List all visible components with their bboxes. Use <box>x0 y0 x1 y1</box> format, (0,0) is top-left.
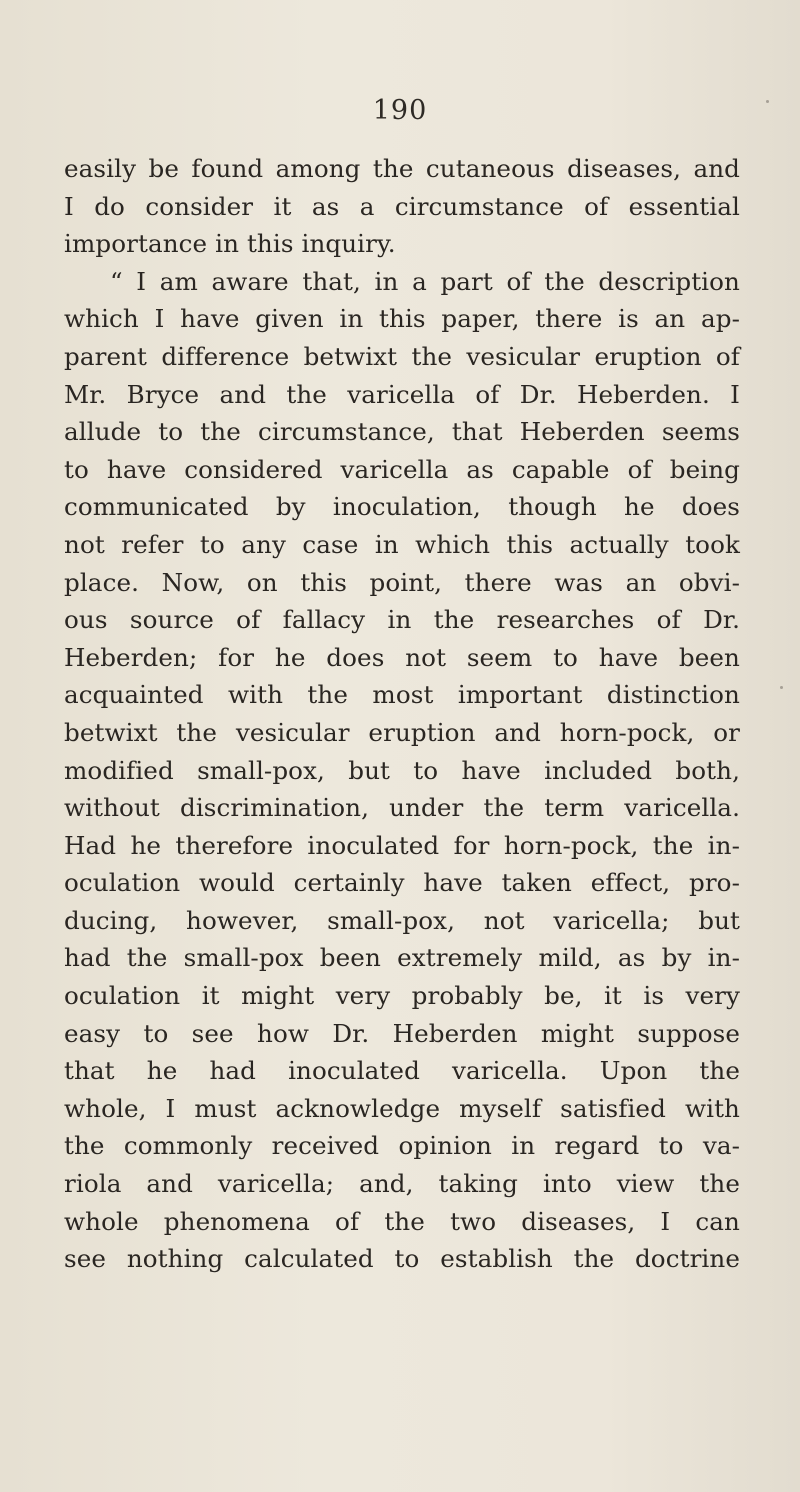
text-line: oculation it might very probably be, it is very <box>64 981 740 1011</box>
text-line: riola and varicella; and, taking into view the <box>64 1169 740 1199</box>
text-line: modified small-pox, but to have included both, <box>64 755 740 785</box>
paper-speck <box>766 100 769 103</box>
text-line: not refer to any case in which this actually took <box>64 529 740 559</box>
text-line: importance in this inquiry. <box>64 229 396 259</box>
text-line: oculation would certainly have taken effect, pro- <box>64 868 740 898</box>
text-line: acquainted with the most important distinction <box>64 680 740 710</box>
text-line: Heberden; for he does not seem to have been <box>64 642 740 672</box>
text-line: to have considered varicella as capable of being <box>64 454 740 484</box>
text-line: without discrimination, under the term varicella. <box>64 793 740 823</box>
text-line: see nothing calculated to establish the doctrine <box>64 1244 740 1274</box>
text-line: whole phenomena of the two diseases, I can <box>64 1206 740 1236</box>
text-line: the commonly received opinion in regard to va- <box>64 1131 740 1161</box>
text-line: place. Now, on this point, there was an obvi- <box>64 567 740 597</box>
text-line: I do consider it as a circumstance of essential <box>64 191 740 221</box>
body-text <box>64 150 740 1278</box>
text-line: parent difference betwixt the vesicular eruption of <box>64 341 740 371</box>
text-line: had the small-pox been extremely mild, as by in- <box>64 943 740 973</box>
text-line: which I have given in this paper, there is an ap- <box>64 304 740 334</box>
text-line: communicated by inoculation, though he does <box>64 492 740 522</box>
text-line: ous source of fallacy in the researches of Dr. <box>64 605 740 635</box>
text-line: easily be found among the cutaneous diseases, and <box>64 154 740 183</box>
text-line: ducing, however, small-pox, not varicella; but <box>64 905 740 935</box>
text-line: easy to see how Dr. Heberden might suppose <box>64 1018 740 1048</box>
text-line: allude to the circumstance, that Heberden seems <box>64 417 740 447</box>
page-number: 190 <box>372 95 428 126</box>
text-line: “ I am aware that, in a part of the description <box>110 266 740 296</box>
text-line: betwixt the vesicular eruption and horn-pock, or <box>64 717 740 747</box>
text-line: Mr. Bryce and the varicella of Dr. Heberden. I <box>64 379 740 409</box>
paper-speck <box>780 686 783 689</box>
text-line: whole, I must acknowledge myself satisfied with <box>64 1093 740 1123</box>
text-line: that he had inoculated varicella. Upon the <box>64 1056 740 1086</box>
text-line: Had he therefore inoculated for horn-pock, the in- <box>64 830 740 860</box>
